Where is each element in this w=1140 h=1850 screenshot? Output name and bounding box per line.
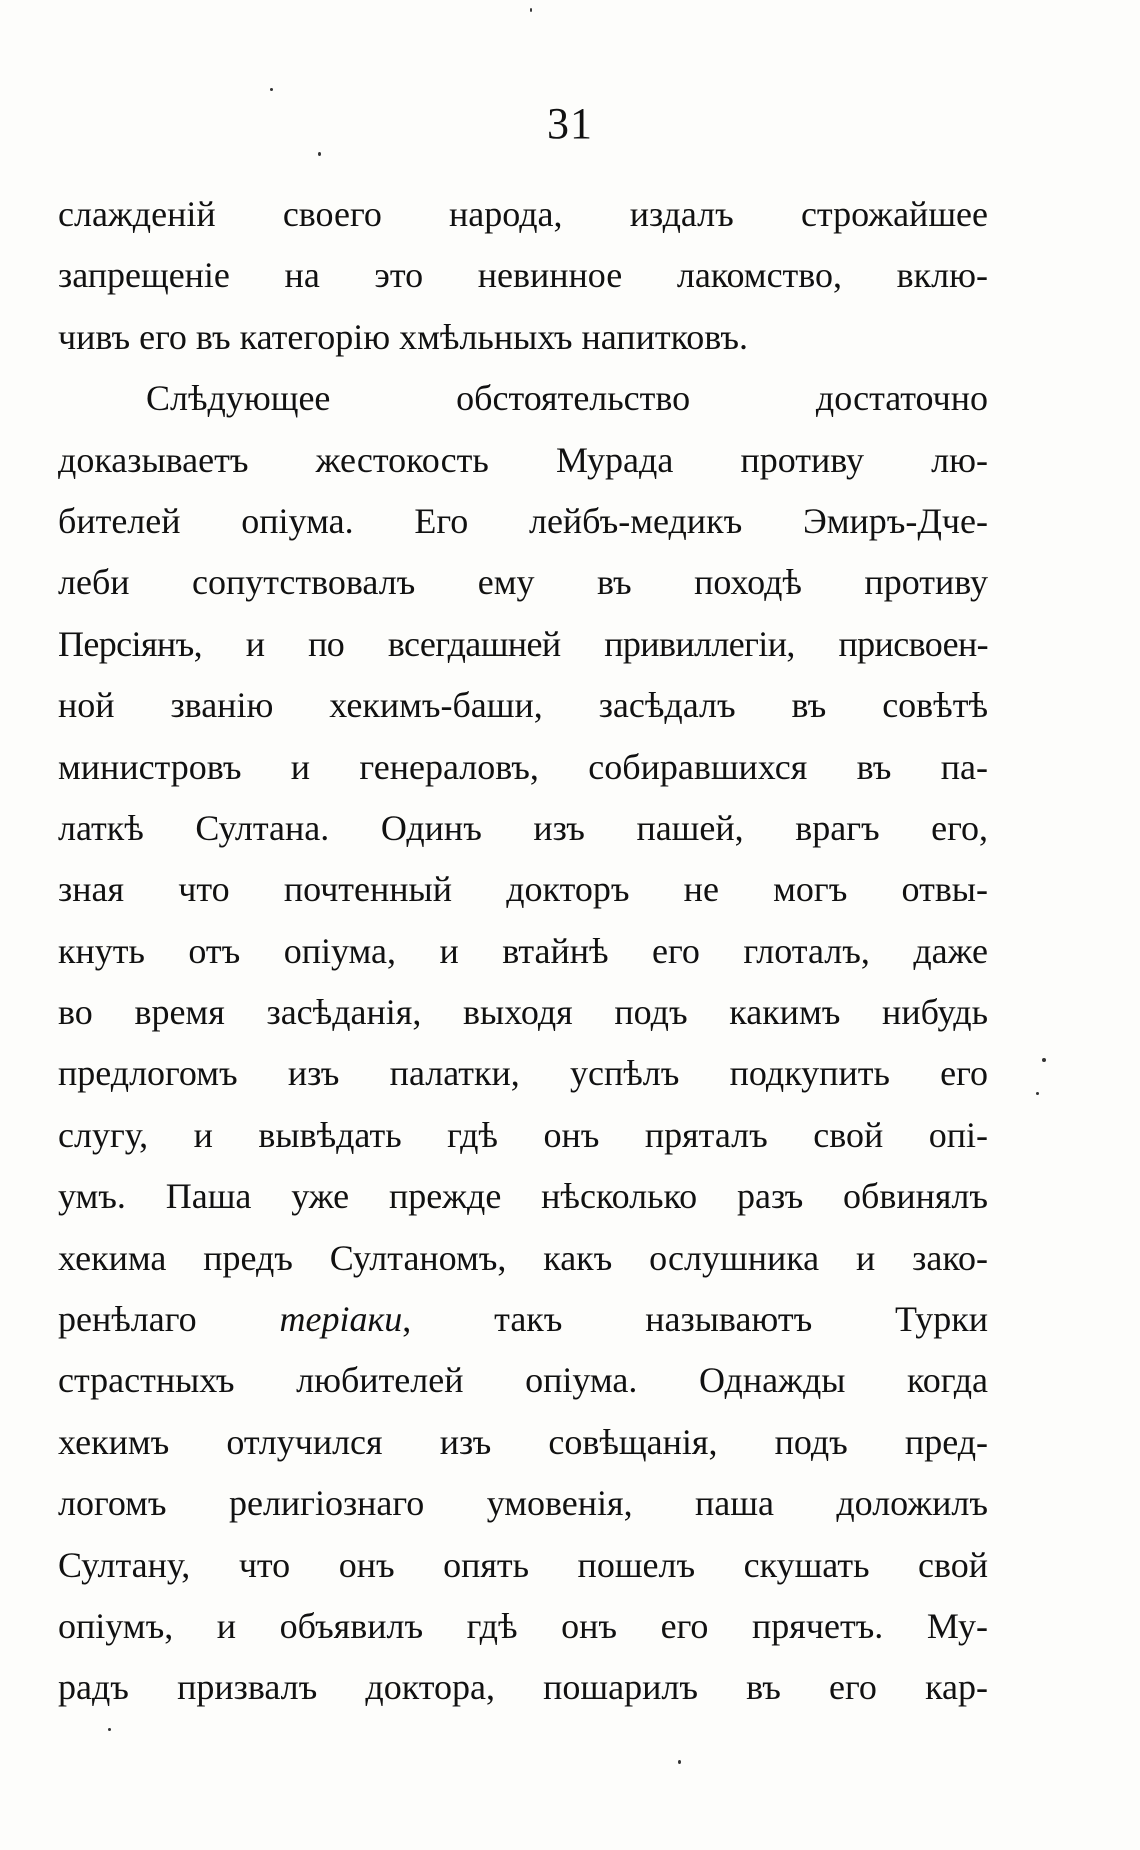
text-line: Султану, что онъ опять пошелъ скушать свой [58,1544,988,1585]
text-line: умъ. Паша уже прежде нѣсколько разъ обвинялъ [58,1176,988,1217]
text-segment: , такъ называютъ Турки [402,1299,988,1340]
text-line: логомъ религіознаго умовенія, паша доложилъ [58,1483,988,1524]
ink-speck [108,1728,111,1731]
text-line: доказываетъ жестокость Мурада противу лю- [58,439,988,480]
text-line: латкѣ Султана. Одинъ изъ пашей, врагъ его, [58,807,988,848]
ink-speck [318,152,321,156]
text-line: Персіянъ, и по всегдашней привиллегіи, присвоен- [58,623,988,664]
text-line: запрещеніе на это невинное лакомство, вклю- [58,255,988,296]
text-line: кнуть отъ опіума, и втайнѣ его глоталъ, даже [58,930,988,971]
text-line-with-italic [58,1289,988,1350]
ink-speck [530,8,532,12]
body-text [58,184,988,1719]
text-line: чивъ его въ категорію хмѣльныхъ напитковъ. [58,316,748,357]
text-line: предлогомъ изъ палатки, успѣлъ подкупить его [58,1053,988,1094]
ink-speck [1042,1058,1046,1062]
text-line: слажденій своего народа, издалъ строжайшее [58,194,988,234]
text-line: ной званію хекимъ-баши, засѣдалъ въ совѣтѣ [58,685,988,726]
page-number: 31 [547,99,593,148]
ink-speck [678,1760,681,1764]
text-line: хекима предъ Султаномъ, какъ ослушника и зако- [58,1237,988,1278]
text-line: радъ призвалъ доктора, пошарилъ въ его кар- [58,1667,988,1708]
ink-speck [1036,1092,1039,1095]
text-line: хекимъ отлучился изъ совѣщанія, подъ пред- [58,1421,988,1462]
text-line: страстныхъ любителей опіума. Однажды когда [58,1360,988,1401]
text-line: зная что почтенный докторъ не могъ отвы- [58,869,988,910]
italic-term: теріаки [279,1299,403,1340]
text-line: бителей опіума. Его лейбъ-медикъ Эмиръ-Дче- [58,500,988,541]
paragraph-start-line: Слѣдующее обстоятельство достаточно [146,378,988,419]
text-segment: ренѣлаго [58,1299,197,1340]
text-line: леби сопутствовалъ ему въ походѣ противу [58,562,988,603]
ink-speck [270,88,273,91]
text-line: во время засѣданія, выходя подъ какимъ нибудь [58,992,988,1033]
text-line: слугу, и вывѣдать гдѣ онъ пряталъ свой опі- [58,1114,988,1155]
text-line: министровъ и генераловъ, собиравшихся въ па- [58,746,988,787]
text-line: опіумъ, и объявилъ гдѣ онъ его прячетъ. Му- [58,1605,988,1646]
